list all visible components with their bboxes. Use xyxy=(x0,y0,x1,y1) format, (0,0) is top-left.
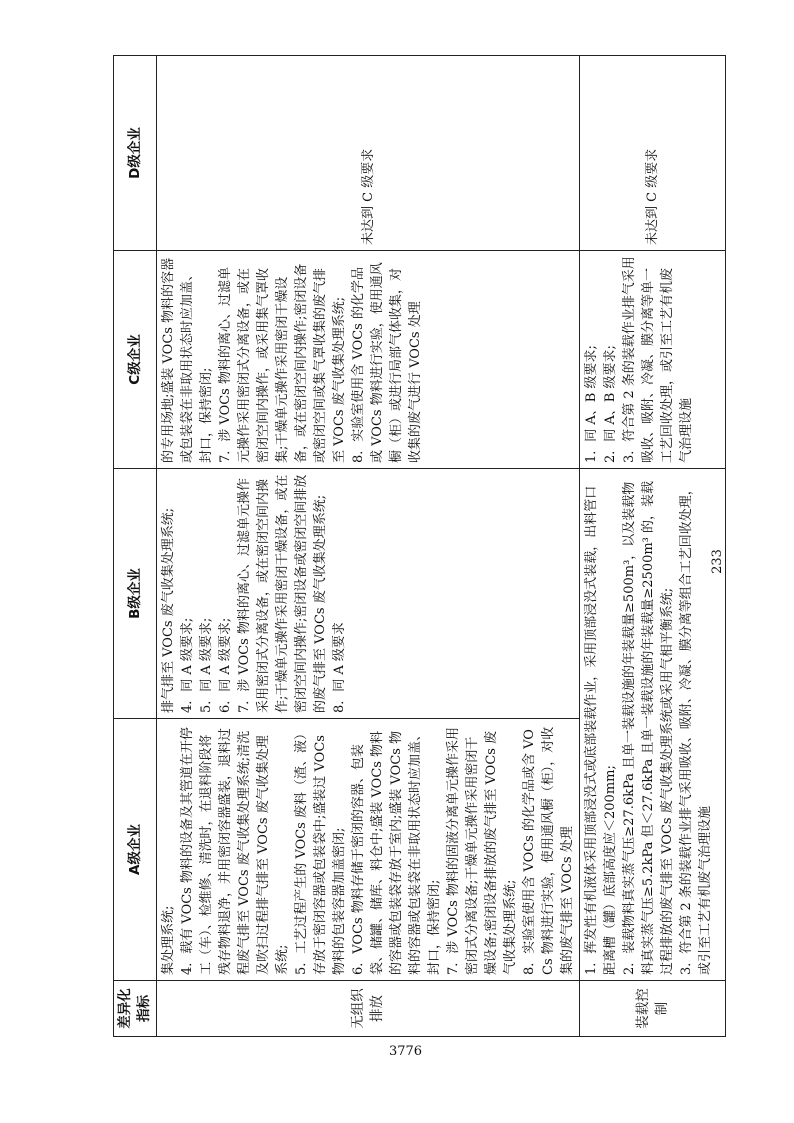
header-grade-b: B级企业 xyxy=(114,469,157,719)
text-line: 5．同 A 级要求; xyxy=(199,617,214,713)
cell-loading-grade-ab xyxy=(580,469,726,981)
header-row xyxy=(114,56,157,1037)
text-line: 6．同 A 级要求; xyxy=(218,617,233,713)
row-label-unorganized: 无组织排放 xyxy=(157,981,580,1037)
cell-unorganized-grade-b xyxy=(157,469,580,719)
text-line: 7．涉 VOCs 物料的离心、过滤单元操作采用密闭式分离设备，或在密闭空间内操作，或采用集气罩收集;干燥单元操作采用密闭干燥设备，或在密闭空间内操作;密闭设备或密闭空间或集气罩收集的废气排至 VOCs 废气收集处理系统; xyxy=(218,263,347,463)
text-line: 未达到 C 级要求 xyxy=(360,148,376,245)
text-line: 6．VOCs 物料存储于密闭的容器、包装袋、储罐、储库、料仓中;盛装 VOCs 物料的容器或包装袋存放于室内;盛装 VOCs 物料的容器或包装袋在非取用状态时应加盖、封口，保持密闭; xyxy=(351,727,442,975)
text-line: 3．符合第 2 条的装载作业排气采用吸收、吸附、冷凝、膜分离等组合工艺回收处理，或引至工艺有机废气治理设施 xyxy=(679,482,713,975)
text-line: 1．同 A、B 级要求; xyxy=(584,345,599,463)
text-line: 7．涉 VOCs 物料的固液分离单元操作采用密闭式分离设备;干燥单元操作采用密闭干燥设备;密闭设备排放的废气排至 VOCs 废气收集处理系统; xyxy=(446,727,518,975)
text-line: 集处理系统; xyxy=(161,905,176,975)
text-line: 8．同 A 级要求 xyxy=(332,622,347,713)
text-line: 7．涉 VOCs 物料的离心、过滤单元操作采用密闭式分离设备，或在密闭空间内操作;干燥单元操作采用密闭干燥设备，或在密闭空间内操作;密闭设备或密闭空间排放的废气排至 VOCs 废气收集处理系统; xyxy=(237,474,328,713)
text-line: 的专用场地;盛装 VOCs 物料的容器或包装袋在非取用状态时应加盖、封口，保持密闭; xyxy=(161,257,214,463)
header-grade-c: C级企业 xyxy=(114,251,157,469)
table-row-loading-control xyxy=(580,56,726,1037)
table-row-unorganized-emission xyxy=(157,56,580,1037)
text-line: 4．载有 VOCs 物料的设备及其管道在开停工（车）、检维修、清洗时，在退料阶段将残存物料退净，并用密闭容器盛装，退料过程废气排至 VOCs 废气收集处理系统;清洗及吹扫过程排气排至 VOCs 废气收集处理系统; xyxy=(180,727,290,975)
cell-unorganized-grade-d xyxy=(157,56,580,251)
header-grade-a: A级企业 xyxy=(114,719,157,981)
text-line: 8．实验室使用含 VOCs 的化学品或含 VOCs 物料进行实验，使用通风橱（柜），对收集的废气排至 VOCs 处理 xyxy=(522,726,575,975)
volume-page-number: 3776 xyxy=(388,1043,423,1059)
text-line: 2．装载物料真实蒸气压≥27.6kPa 且单一装载设施的年装载量≥500m³，以及装载物料真实蒸气压≥5.2kPa 但＜27.6kPa 且单一装载设施的年装载量≥2500m³ 的，装载过程排放的废气排至 VOCs 废气收集处理系统或采用气相平衡系统; xyxy=(622,480,675,975)
text-line: 1．挥发性有机液体采用顶部浸没式或底部装载作业，采用顶部浸没式装载，出料管口距离槽（罐）底部高度应＜200mm; xyxy=(584,485,618,975)
text-line: 8．实验室使用含 VOCs 的化学品或 VOCs 物料进行实验，使用通风橱（柜）或进行局部气体收集，对收集的废气进行 VOCs 处理 xyxy=(351,262,423,463)
differentiation-table xyxy=(113,55,726,1037)
text-line: 未达到 C 级要求 xyxy=(645,148,660,245)
text-line: 2．同 A、B 级要求; xyxy=(603,345,618,463)
header-indicator: 差异化指标 xyxy=(114,981,157,1037)
text-line: 5．工艺过程产生的 VOCs 废料（渣、液）存放于密闭容器或包装袋中;盛装过 VOCs 物料的包装容器加盖密闭; xyxy=(294,727,347,975)
row-label-loading: 装载控制 xyxy=(580,981,726,1037)
page-number: 233 xyxy=(710,549,725,574)
cell-unorganized-grade-a xyxy=(157,719,580,981)
cell-loading-grade-d xyxy=(580,56,726,251)
text-line: 3．符合第 2 条的装载作业排气采用吸收、吸附、冷凝、膜分离等单一工艺回收处理，或引至工艺有机废气治理设施 xyxy=(622,256,694,463)
text-line: 4．同 A 级要求; xyxy=(180,617,195,713)
cell-loading-grade-c xyxy=(580,251,726,469)
header-grade-d: D级企业 xyxy=(114,56,157,251)
text-line: 排气排至 VOCs 废气收集处理系统; xyxy=(161,507,176,713)
cell-unorganized-grade-c xyxy=(157,251,580,469)
